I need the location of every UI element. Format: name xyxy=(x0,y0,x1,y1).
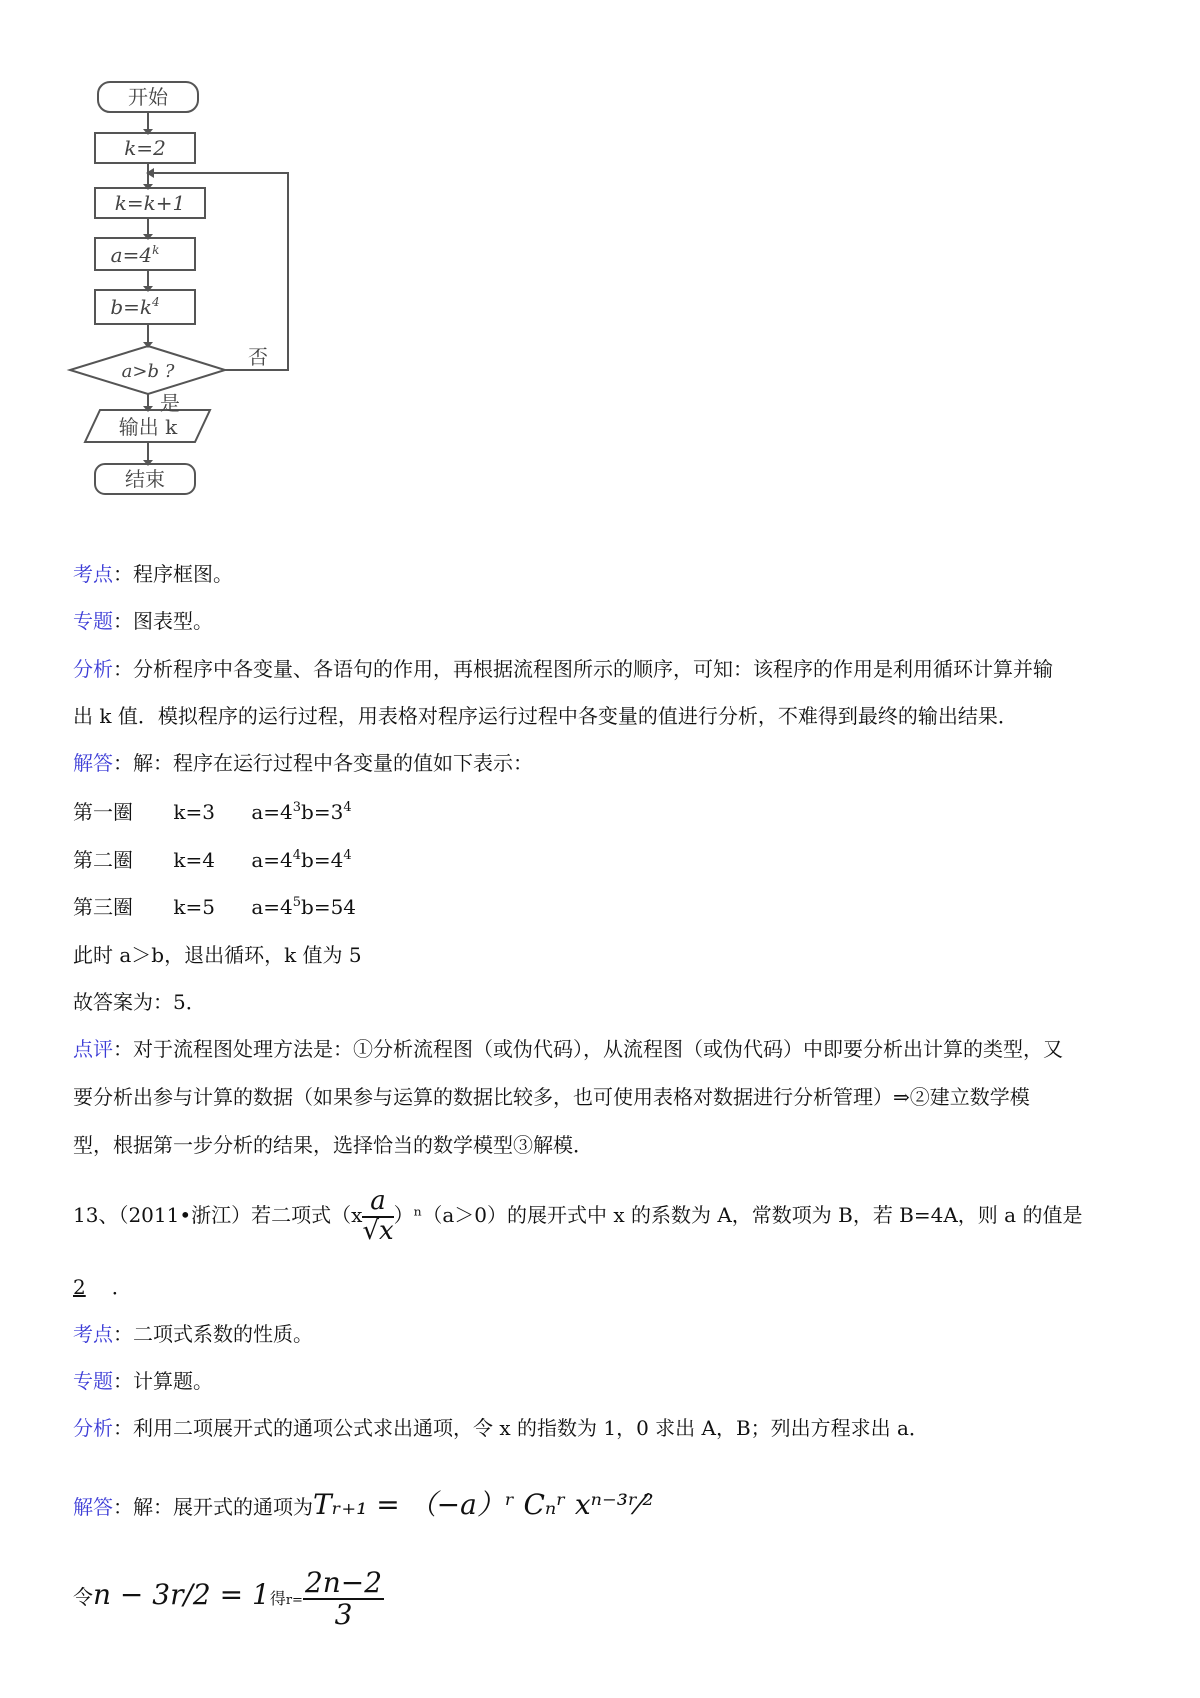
flowchart xyxy=(60,80,360,550)
frac-num: a xyxy=(362,1188,393,1217)
q13-solve-r xyxy=(73,1560,384,1630)
flow-inc-text: k=k+1 xyxy=(114,191,186,215)
q12-fenxi-line2 xyxy=(73,702,1018,730)
flow-init-text: k=2 xyxy=(124,136,166,160)
dianping-text-1: ：对于流程图处理方法是：①分析流程图（或伪代码），从流程图（或伪代码）中即要分析出计算的类型，又 xyxy=(113,1037,1063,1061)
general-term-formula: Tᵣ₊₁ = （−a）ʳ Cₙʳ xⁿ⁻³ʳ⁄² xyxy=(313,1488,654,1521)
ling-text: 令 xyxy=(73,1585,93,1609)
equation-1: n − 3r/2 = 1 xyxy=(93,1578,270,1611)
r-den: 3 xyxy=(334,1597,353,1631)
kaodian-label: 考点 xyxy=(73,562,113,586)
kaodian-text: ：二项式系数的性质。 xyxy=(113,1322,313,1346)
kaodian-text: ：程序框图。 xyxy=(113,562,233,586)
row-name: 第二圈 xyxy=(73,848,133,872)
row-b-exp: 4 xyxy=(343,800,352,815)
q12-conclusion xyxy=(73,941,362,969)
q12-dianping-line2 xyxy=(73,1083,1030,1111)
zhuanti-label: 专题 xyxy=(73,609,113,633)
fenxi-label: 分析 xyxy=(73,657,113,681)
dianping-text-2: 要分析出参与计算的数据（如果参与运算的数据比较多，也可使用表格对数据进行分析管理）⇒②建立数学模 xyxy=(73,1085,1030,1109)
r-num: 2n−2 xyxy=(304,1566,383,1600)
r-fraction xyxy=(303,1568,384,1629)
dianping-text-3: 型，根据第一步分析的结果，选择恰当的数学模型③解模． xyxy=(73,1133,593,1157)
frac-den: √x xyxy=(362,1215,394,1246)
q13-answer-value: 2 xyxy=(73,1275,86,1299)
q13-answer-line xyxy=(73,1273,132,1301)
q13-zhuanti xyxy=(73,1367,213,1395)
row-b-exp: 4 xyxy=(343,848,352,863)
jieda-label: 解答 xyxy=(73,751,113,775)
q13-jieda xyxy=(73,1480,654,1530)
fenxi-text-1: ：分析程序中各变量、各语句的作用，再根据流程图所示的顺序，可知：该程序的作用是利用循环计算并输 xyxy=(113,657,1053,681)
row-b: b=54 xyxy=(301,895,357,919)
flow-end-text: 结束 xyxy=(125,467,165,491)
flow-no-label: 否 xyxy=(248,345,268,369)
dianping-label: 点评 xyxy=(73,1037,113,1061)
flow-start-text: 开始 xyxy=(128,85,168,109)
answer-text: 故答案为：5． xyxy=(73,990,206,1014)
row-a: a=4 xyxy=(251,895,293,919)
de-text: 得 xyxy=(269,1589,286,1608)
row-a: a=4 xyxy=(251,848,293,872)
q12-dianping-line3 xyxy=(73,1131,593,1159)
zhuanti-text: ：计算题。 xyxy=(113,1369,213,1393)
fenxi-text-2: 出 k 值．模拟程序的运行过程，用表格对程序运行过程中各变量的值进行分析，不难得到最终的输出结果． xyxy=(73,704,1018,728)
q12-jieda xyxy=(73,749,533,777)
jieda-text: ：解：展开式的通项为 xyxy=(113,1495,313,1519)
row-k: k=3 xyxy=(173,800,215,824)
row-b: b=4 xyxy=(301,848,344,872)
q12-zhuanti xyxy=(73,607,213,635)
r-eq-text: r= xyxy=(285,1593,303,1608)
zhuanti-label: 专题 xyxy=(73,1369,113,1393)
flow-yes-label: 是 xyxy=(160,391,180,415)
fenxi-text: ：利用二项展开式的通项公式求出通项，令 x 的指数为 1，0 求出 A，B；列出方程求出 a． xyxy=(113,1416,929,1440)
row-b: b=3 xyxy=(301,800,344,824)
q12-answer xyxy=(73,988,206,1016)
q13-stem xyxy=(73,1180,1082,1250)
flow-assign-a-text: $a=4^k$ xyxy=(110,243,160,267)
row-name: 第三圈 xyxy=(73,895,133,919)
row-k: k=5 xyxy=(173,895,215,919)
q13-fraction xyxy=(362,1188,393,1245)
loop-row-2 xyxy=(73,846,352,874)
flow-assign-b-text: $b=k^4$ xyxy=(110,295,160,319)
flow-output-text: 输出 k xyxy=(118,415,178,439)
conclusion-text: 此时 a＞b，退出循环，k 值为 5 xyxy=(73,943,362,967)
loop-row-1 xyxy=(73,798,352,826)
jieda-label: 解答 xyxy=(73,1495,113,1519)
q12-dianping-line1 xyxy=(73,1035,1063,1063)
row-a-exp: 4 xyxy=(292,848,302,863)
kaodian-label: 考点 xyxy=(73,1322,113,1346)
q13-fenxi xyxy=(73,1414,929,1442)
fenxi-label: 分析 xyxy=(73,1416,113,1440)
q13-kaodian xyxy=(73,1320,313,1348)
row-a: a=4 xyxy=(251,800,293,824)
q12-kaodian xyxy=(73,560,233,588)
row-a-exp: 5 xyxy=(292,895,302,910)
jieda-text: ：解：程序在运行过程中各变量的值如下表示： xyxy=(113,751,533,775)
row-k: k=4 xyxy=(173,848,215,872)
row-a-exp: 3 xyxy=(292,800,302,815)
q12-fenxi-line1 xyxy=(73,655,1053,683)
q13-answer-tail: ． xyxy=(111,1275,132,1299)
row-name: 第一圈 xyxy=(73,800,133,824)
loop-row-3 xyxy=(73,893,356,921)
q13-stem-prefix: 13、（2011•浙江）若二项式（x xyxy=(73,1203,363,1227)
zhuanti-text: ：图表型。 xyxy=(113,609,213,633)
q13-stem-suffix: ）ⁿ（a＞0）的展开式中 x 的系数为 A，常数项为 B，若 B=4A，则 a 的值是 xyxy=(393,1203,1083,1227)
flow-condition-text: a>b ? xyxy=(121,361,175,382)
